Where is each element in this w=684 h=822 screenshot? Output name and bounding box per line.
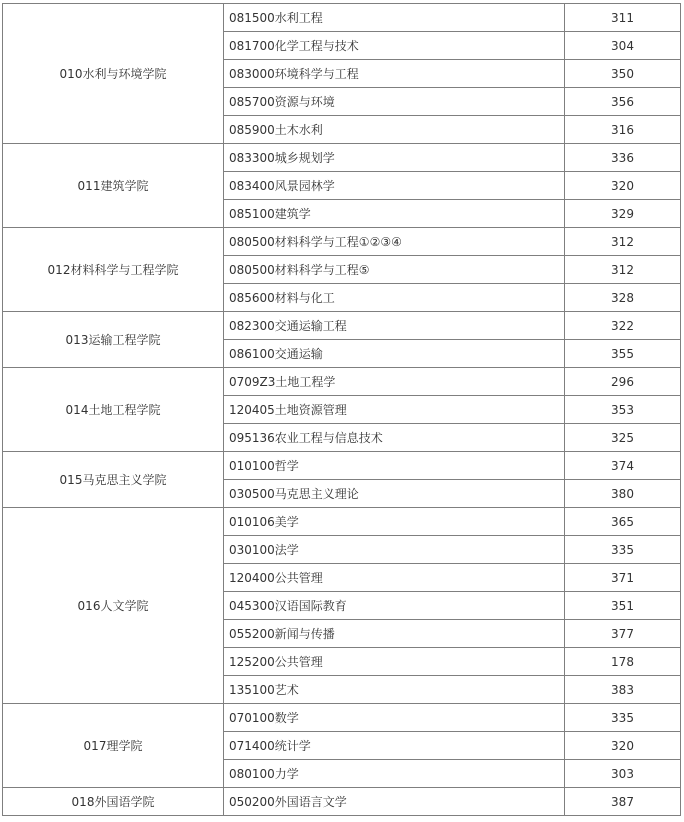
score-cell: 312 bbox=[565, 228, 681, 256]
score-cell: 325 bbox=[565, 424, 681, 452]
major-cell: 120405土地资源管理 bbox=[224, 396, 565, 424]
table-row bbox=[3, 704, 681, 732]
major-cell: 083000环境科学与工程 bbox=[224, 60, 565, 88]
table-row bbox=[3, 312, 681, 340]
major-cell: 135100艺术 bbox=[224, 676, 565, 704]
college-name-cell: 017理学院 bbox=[3, 704, 224, 788]
major-cell: 081500水利工程 bbox=[224, 4, 565, 32]
score-cell: 303 bbox=[565, 760, 681, 788]
table-row bbox=[3, 788, 681, 816]
college-name-cell: 013运输工程学院 bbox=[3, 312, 224, 368]
score-cell: 335 bbox=[565, 704, 681, 732]
score-cell: 377 bbox=[565, 620, 681, 648]
college-name-cell: 010水利与环境学院 bbox=[3, 4, 224, 144]
major-cell: 086100交通运输 bbox=[224, 340, 565, 368]
score-table-body bbox=[3, 4, 681, 816]
score-cell: 312 bbox=[565, 256, 681, 284]
score-cell: 335 bbox=[565, 536, 681, 564]
major-cell: 080500材料科学与工程①②③④ bbox=[224, 228, 565, 256]
score-cell: 374 bbox=[565, 452, 681, 480]
major-cell: 120400公共管理 bbox=[224, 564, 565, 592]
major-cell: 083300城乡规划学 bbox=[224, 144, 565, 172]
score-cell: 296 bbox=[565, 368, 681, 396]
table-row bbox=[3, 368, 681, 396]
major-cell: 085100建筑学 bbox=[224, 200, 565, 228]
college-name-cell: 015马克思主义学院 bbox=[3, 452, 224, 508]
major-cell: 010106美学 bbox=[224, 508, 565, 536]
major-cell: 082300交通运输工程 bbox=[224, 312, 565, 340]
major-cell: 055200新闻与传播 bbox=[224, 620, 565, 648]
major-cell: 050200外国语言文学 bbox=[224, 788, 565, 816]
score-cell: 322 bbox=[565, 312, 681, 340]
score-cell: 350 bbox=[565, 60, 681, 88]
major-cell: 080100力学 bbox=[224, 760, 565, 788]
score-cell: 353 bbox=[565, 396, 681, 424]
score-cell: 320 bbox=[565, 732, 681, 760]
major-cell: 030500马克思主义理论 bbox=[224, 480, 565, 508]
score-cell: 387 bbox=[565, 788, 681, 816]
score-cell: 320 bbox=[565, 172, 681, 200]
score-cell: 336 bbox=[565, 144, 681, 172]
major-cell: 071400统计学 bbox=[224, 732, 565, 760]
college-name-cell: 014土地工程学院 bbox=[3, 368, 224, 452]
major-cell: 085600材料与化工 bbox=[224, 284, 565, 312]
table-row bbox=[3, 4, 681, 32]
major-cell: 083400风景园林学 bbox=[224, 172, 565, 200]
score-cell: 356 bbox=[565, 88, 681, 116]
major-cell: 0709Z3土地工程学 bbox=[224, 368, 565, 396]
major-cell: 081700化学工程与技术 bbox=[224, 32, 565, 60]
score-cell: 316 bbox=[565, 116, 681, 144]
score-cell: 380 bbox=[565, 480, 681, 508]
table-row bbox=[3, 452, 681, 480]
score-cell: 351 bbox=[565, 592, 681, 620]
major-cell: 125200公共管理 bbox=[224, 648, 565, 676]
score-cell: 328 bbox=[565, 284, 681, 312]
score-cell: 178 bbox=[565, 648, 681, 676]
score-cell: 355 bbox=[565, 340, 681, 368]
major-cell: 085900土木水利 bbox=[224, 116, 565, 144]
score-cell: 329 bbox=[565, 200, 681, 228]
major-cell: 070100数学 bbox=[224, 704, 565, 732]
score-cell: 365 bbox=[565, 508, 681, 536]
major-cell: 085700资源与环境 bbox=[224, 88, 565, 116]
score-cell: 383 bbox=[565, 676, 681, 704]
table-row bbox=[3, 144, 681, 172]
major-cell: 080500材料科学与工程⑤ bbox=[224, 256, 565, 284]
college-name-cell: 016人文学院 bbox=[3, 508, 224, 704]
score-cell: 304 bbox=[565, 32, 681, 60]
table-row bbox=[3, 508, 681, 536]
major-cell: 030100法学 bbox=[224, 536, 565, 564]
table-row bbox=[3, 228, 681, 256]
major-cell: 095136农业工程与信息技术 bbox=[224, 424, 565, 452]
college-name-cell: 018外国语学院 bbox=[3, 788, 224, 816]
college-name-cell: 011建筑学院 bbox=[3, 144, 224, 228]
score-table bbox=[2, 3, 681, 816]
score-cell: 311 bbox=[565, 4, 681, 32]
college-name-cell: 012材料科学与工程学院 bbox=[3, 228, 224, 312]
score-cell: 371 bbox=[565, 564, 681, 592]
major-cell: 045300汉语国际教育 bbox=[224, 592, 565, 620]
major-cell: 010100哲学 bbox=[224, 452, 565, 480]
